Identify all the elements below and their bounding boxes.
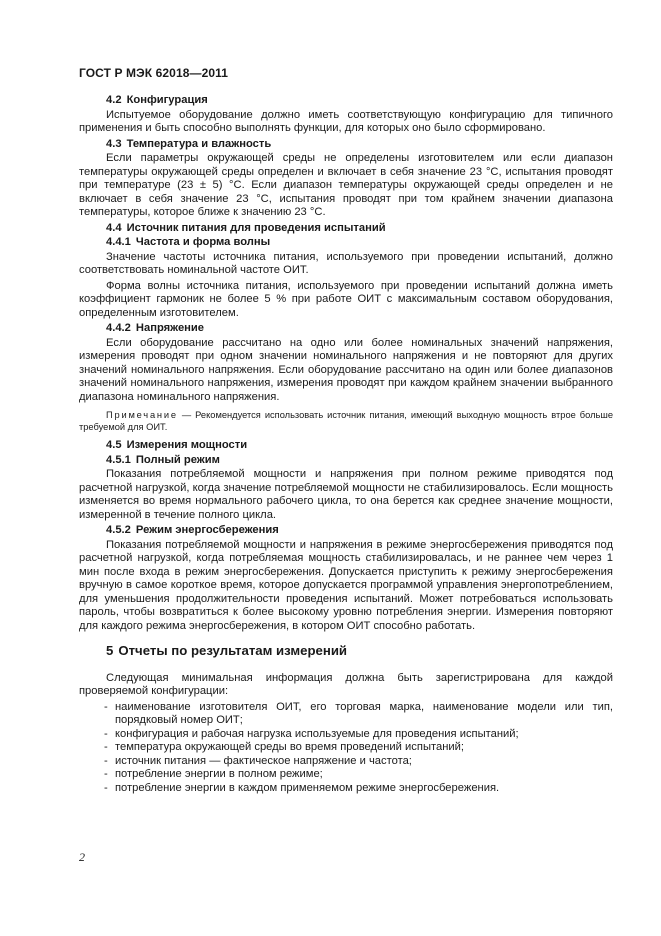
section-title: Измерения мощности — [126, 439, 248, 451]
list-dash: - — [104, 741, 108, 753]
paragraph: Показания потребляемой мощности и напряжения при полном режиме приводятся под расчетной нагрузкой, когда значение потребляемой мощности не стабилизировалось. Если мощность изменяется во время нормального рабочего цикла, то она берется как среднее значение мощности, измеренной в течение полного цикла. — [79, 468, 613, 521]
section-title: Напряжение — [135, 322, 205, 334]
list-item — [79, 782, 613, 796]
section-4-5-heading — [79, 439, 613, 453]
section-number: 4.2 — [106, 94, 122, 106]
section-4-4-1-heading — [79, 236, 613, 250]
section-number: 4.5.1 — [106, 453, 131, 466]
section-number: 4.4 — [106, 221, 122, 234]
list-dash: - — [104, 754, 108, 767]
section-number: 5 — [106, 643, 114, 658]
section-title: Температура и влажность — [126, 137, 272, 150]
list-dash: - — [104, 781, 108, 794]
list-item — [79, 768, 613, 782]
document-header: ГОСТ Р МЭК 62018—2011 — [79, 66, 229, 80]
section-title: Источник питания для проведения испытаний — [126, 221, 386, 234]
section-4-4-heading — [79, 222, 613, 236]
section-4-3-heading — [79, 138, 613, 152]
list-item — [79, 741, 613, 755]
list-dash: - — [104, 700, 108, 713]
list-item-text: температура окружающей среды во время проведений испытаний; — [115, 741, 464, 753]
list-dash: - — [104, 727, 108, 740]
section-4-5-1-heading — [79, 454, 613, 468]
section-title: Отчеты по результатам измерений — [118, 643, 348, 658]
requirements-list — [79, 701, 613, 796]
section-number: 4.3 — [106, 137, 122, 150]
section-title: Полный режим — [135, 453, 220, 466]
list-item-text: наименование изготовителя ОИТ, его торговая марка, наименование модели или тип, порядковый номер ОИТ; — [115, 700, 613, 726]
note-label: Примечание — [106, 410, 178, 420]
list-item-text: конфигурация и рабочая нагрузка используемые для проведения испытаний; — [115, 727, 519, 740]
paragraph: Если параметры окружающей среды не определены изготовителем или если диапазон температуры окружающей среды определен и включает в себя значение 23 °С, испытания проводят при температуре (23 ± 5) °С. Если диапазон температуры окружающей среды определен и не включает в себя значение 23 °С, испытания проводят при том крайнем значении диапазона температуры, которое ближе к значению 23 °С. — [79, 152, 613, 218]
note — [79, 409, 613, 433]
paragraph: Значение частоты источника питания, используемого при проведении испытаний, должно соответствовать номинальной частоте ОИТ. — [79, 250, 613, 276]
section-5-heading — [79, 644, 613, 658]
paragraph: Следующая минимальная информация должна быть зарегистрирована для каждой проверяемой конфигурации: — [79, 671, 613, 697]
section-number: 4.4.2 — [106, 322, 131, 334]
list-item — [79, 755, 613, 769]
paragraph: Если оборудование рассчитано на одно или более номинальных значений напряжения, измерения проводят при одном значении номинального напряжения и не повторяют для других значений номинального напряжения. Если оборудование рассчитано на один или более диапазонов значений номинального напряжения, измерения проводят при каждом крайнем значении выбранного диапазона номинального напряжения. — [79, 336, 613, 403]
list-item-text: источник питания — фактическое напряжение и частота; — [115, 754, 412, 767]
list-item — [79, 728, 613, 742]
section-number: 4.5.2 — [106, 524, 131, 536]
section-number: 4.5 — [106, 439, 122, 451]
note-text: — Рекомендуется использовать источник питания, имеющий выходную мощность втрое больше требуемой для ОИТ. — [79, 410, 613, 432]
list-item-text: потребление энергии в каждом применяемом режиме энергосбережения. — [115, 781, 500, 794]
paragraph: Испытуемое оборудование должно иметь соответствующую конфигурацию для типичного применения и быть способно выполнять функции, для которых оно было сформировано. — [79, 108, 613, 134]
list-item — [79, 701, 613, 728]
document-body — [79, 94, 613, 795]
paragraph: Показания потребляемой мощности и напряжения в режиме энергосбережения приводятся под расчетной нагрузкой, когда потребляемая мощность стабилизировалась, и не раннее чем через 1 мин после входа в режим энергосбережения. Допускается приступить к режиму энергосбережения вручную в самое короткое время, которое допускается программой управления энергопотреблением, для уменьшения продолжительности проведения испытаний. Может потребоваться использовать пароль, чтобы возвратиться к более высокому уровню потребления энергии. Измерения повторяют для каждого режима энергосбережения, в котором ОИТ способно работать. — [79, 538, 613, 632]
section-4-4-2-heading — [79, 322, 613, 336]
list-item-text: потребление энергии в полном режиме; — [115, 768, 323, 780]
paragraph: Форма волны источника питания, используемого при проведении испытаний должна иметь коэффициент гармоник не более 5 % при работе ОИТ с максимальным составом оборудования, определенным изготовителем. — [79, 279, 613, 319]
list-dash: - — [104, 768, 108, 780]
section-4-2-heading — [79, 94, 613, 108]
section-4-5-2-heading — [79, 524, 613, 538]
section-number: 4.4.1 — [106, 236, 131, 248]
section-title: Режим энергосбережения — [135, 524, 279, 536]
page-number: 2 — [79, 850, 85, 864]
section-title: Конфигурация — [126, 94, 208, 106]
section-title: Частота и форма волны — [135, 236, 271, 248]
